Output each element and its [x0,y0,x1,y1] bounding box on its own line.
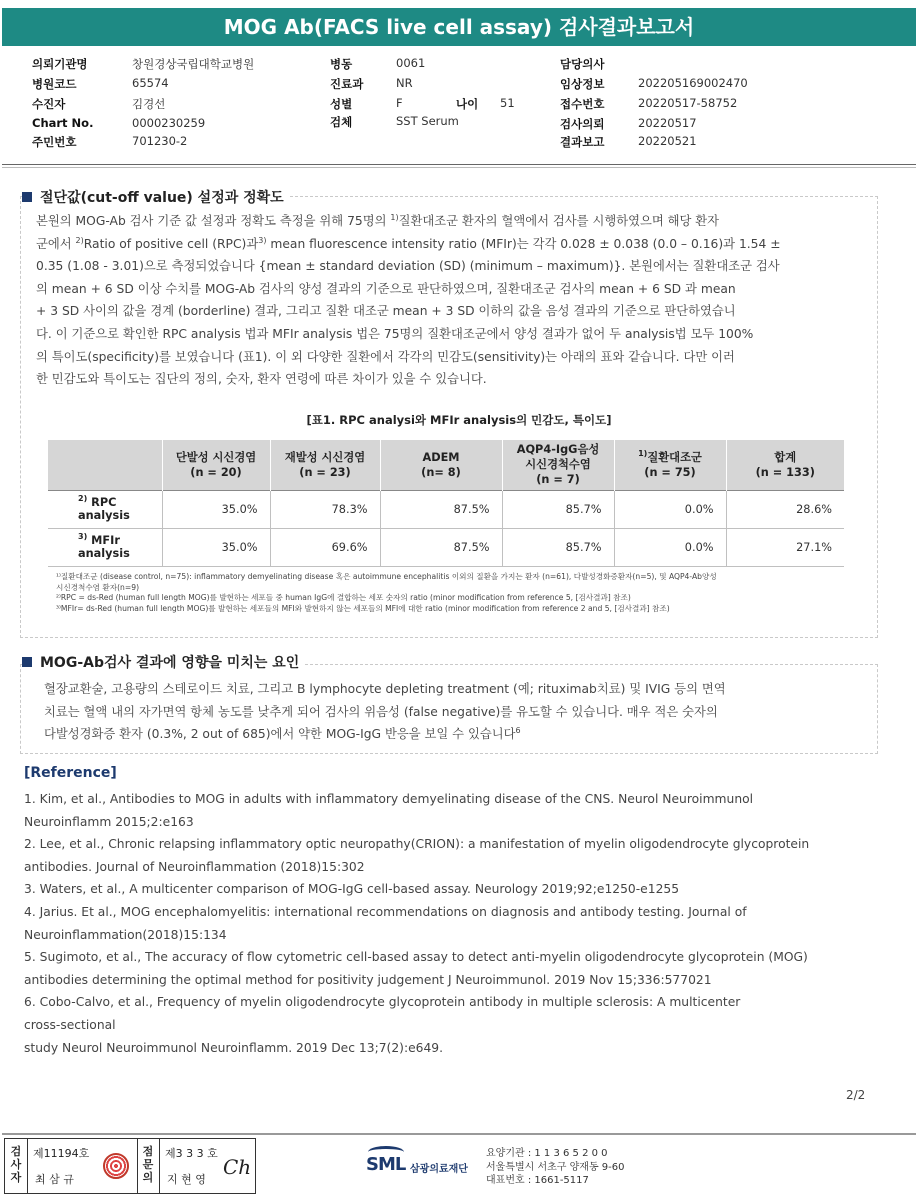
header-label: 합계 [774,450,797,464]
label-institution: 의뢰기관명 [32,57,88,71]
reference-item: 6. Cobo-Calvo, et al., Frequency of myelin oligodendrocyte glycoprotein antibody in multiple sclerosis: A multicenter [24,995,741,1010]
table-header [162,440,270,490]
reference-item: 3. Waters, et al., A multicenter comparison of MOG-IgG cell-based assay. Neurology 2019;92;e1250-e1255 [24,882,680,897]
footnote-ref: 3) [258,235,267,245]
value-department: NR [396,76,413,90]
table-cell: 85.7% [502,490,614,528]
text-line: 0.35 (1.08 - 3.01)으로 측정되었습니다 {mean ± standard deviation (SD) (minimum – maximum)}. 본원에서는 질환대조군 검사 [36,259,780,274]
table-cell: 85.7% [502,528,614,566]
value-receipt-no: 20220517-58752 [638,96,738,110]
signature-box [4,1138,256,1194]
page-number: 2/2 [846,1088,866,1102]
table-cell: 0.0% [614,490,726,528]
text-line: 군에서 [36,236,76,251]
section-cutoff-heading [22,187,290,207]
label-doctor: 담당의사 [560,57,605,71]
reference-item: Neuroinflammation(2018)15:134 [24,927,227,942]
cell-divider [159,1139,160,1193]
value-age: 51 [500,96,515,110]
text-line: 질환대조군 환자의 혈액에서 검사를 시행하였으며 해당 환자 [398,214,720,228]
report-title: MOG Ab(FACS live cell assay) 검사결과보고서 [2,8,916,46]
char: 사 [10,1158,22,1171]
specialist-label [139,1145,157,1184]
text-line: 다발성경화증 환자 (0.3%, 2 out of 685)에서 약한 MOG-IgG 반응을 보일 수 있습니다 [44,727,516,742]
char: 점 [142,1145,154,1158]
footnote-ref: 2) [75,235,84,245]
header-label: AQP4-IgG음성 [516,443,600,457]
label-patient: 수진자 [32,97,66,111]
label-receipt-no: 접수번호 [560,97,605,111]
inspector-license: 제11194호 [33,1147,90,1160]
row-label-text: RPC analysis [78,496,130,522]
section-bullet-icon [22,192,32,202]
specialist-license: 제3 3 3 호 [165,1147,218,1160]
table-footnotes [56,572,717,614]
header-n: (n = 7) [536,473,580,487]
red-seal-icon [103,1153,129,1179]
value-ward: 0061 [396,56,426,70]
header-label: 단발성 시신경염 [175,450,257,464]
value-institution: 창원경상국립대학교병원 [132,57,255,71]
footnote: ²⁾RPC = ds-Red (human full length MOG)를 발현하는 세포들 중 human IgG에 결합하는 세포 숫자의 ratio (minor modification from reference 5, [검사결과] 참조) [56,593,631,602]
logo-text: SML [366,1154,406,1175]
section-factors-paragraph [44,678,726,746]
header-n: (n = 133) [755,465,815,479]
table-cell: 87.5% [380,490,502,528]
text-line: 본원의 MOG-Ab 검사 기준 값 설정과 정확도 측정을 위해 75명의 [36,214,391,228]
reference-item: cross-sectional [24,1017,116,1032]
section-factors-title: MOG-Ab검사 결과에 영향을 미치는 요인 [40,655,300,671]
inspector-name: 최 삼 규 [35,1173,74,1186]
table-row [48,528,844,566]
section-factors-heading [22,652,305,672]
table-cell: 69.6% [270,528,380,566]
label-department: 진료과 [330,77,364,91]
header-divider [2,164,916,168]
text-line: 혈장교환술, 고용량의 스테로이드 치료, 그리고 B lymphocyte depleting treatment (예; rituximab치료) 및 IVIG 등의 면역 [44,682,726,696]
text-line: + 3 SD 사이의 값을 경계 (borderline) 결과, 그리고 질환 대조군 mean + 3 SD 이하의 값을 음성 결과의 기준으로 판단하였습니 [36,304,736,319]
label-hospital-code: 병원코드 [32,77,77,91]
section-bullet-icon [22,657,32,667]
table-cell: 35.0% [162,490,270,528]
contact-line: 대표번호 : 1661-5117 [486,1175,589,1186]
reference-title: [Reference] [24,765,117,781]
footer-divider [2,1133,916,1135]
label-request-date: 검사의뢰 [560,117,605,131]
reference-item: 1. Kim, et al., Antibodies to MOG in adults with inflammatory demyelinating disease of the CNS. Neurol Neuroimmunol [24,792,754,806]
cell-divider [137,1139,138,1193]
value-clinical-info: 202205169002470 [638,76,748,90]
label-resident-no: 주민번호 [32,135,77,149]
header-label: ADEM [422,450,460,464]
reference-list [24,788,809,1059]
footnote-ref: 2) [78,494,88,503]
contact-info [486,1147,625,1188]
table-cell: 28.6% [726,490,844,528]
table-cell: 35.0% [162,528,270,566]
handwritten-signature: Ch [223,1155,252,1179]
table-header [502,440,614,490]
footnote-ref: 3) [78,532,88,541]
sml-logo [366,1148,486,1182]
label-age: 나이 [456,97,479,111]
reference-item: 2. Lee, et al., Chronic relapsing inflammatory optic neuropathy(CRION): a manifestation of myelin oligodendrocyte glycoprotein [24,837,810,852]
header-n: (n = 23) [299,465,351,479]
label-sex: 성별 [330,97,353,111]
text-line: Ratio of positive cell (RPC)과 [83,236,259,251]
text-line: 치료는 혈액 내의 자가면역 항체 농도를 낮추게 되어 검사의 위음성 (false negative)를 유도할 수 있습니다. 매우 적은 숫자의 [44,704,718,719]
table-cell: 27.1% [726,528,844,566]
header-label: 시신경척수염 [525,458,591,472]
table-header [726,440,844,490]
table-caption: [표1. RPC analysi와 MFIr analysis의 민감도, 특이도] [306,413,612,427]
label-clinical-info: 임상정보 [560,77,605,91]
table-header [614,440,726,490]
label-specimen: 검체 [330,115,353,129]
value-hospital-code: 65574 [132,76,169,90]
label-chart-no: Chart No. [32,116,94,130]
contact-line: 요양기관 : 1 1 3 6 5 2 0 0 [486,1148,608,1159]
section-cutoff-title: 절단값(cut-off value) 설정과 정확도 [40,190,284,206]
reference-item: 4. Jarius. Et al., MOG encephalomyelitis: international recommendations on diagnosis and antibody testing. Journal of [24,904,747,919]
organization-name: 삼광의료재단 [410,1164,468,1175]
table-header-blank [48,440,162,490]
footnote: ³⁾MFIr= ds-Red (human full length MOG)를 발현하는 세포들의 MFI와 발현하지 않는 세포들의 MFI에 대한 ratio (minor modification from reference 2 and 5, [검사결과] 참조) [56,603,670,613]
reference-item: antibodies determining the optimal method for positivity judgement J Neuroimmunol. 2019 Nov 15;336:577021 [24,972,712,987]
patient-info [0,50,918,162]
section-cutoff-paragraph [36,210,781,391]
text-line: 의 mean + 6 SD 이상 수치를 MOG-Ab 검사의 양성 결과의 기준으로 판단하였으며, 질환대조군 검사의 mean + 6 SD 과 mean [36,281,736,296]
value-request-date: 20220517 [638,116,697,130]
table-cell: 0.0% [614,528,726,566]
label-report-date: 결과보고 [560,135,605,149]
reference-item: study Neurol Neuroimmunol Neuroinflamm. 2019 Dec 13;7(2):e649. [24,1040,444,1055]
char: 문 [142,1158,154,1171]
char: 자 [10,1171,22,1184]
value-sex: F [396,96,403,110]
row-label [48,528,162,566]
footnote-ref: 1) [638,448,648,458]
value-resident-no: 701230-2 [132,134,188,148]
value-report-date: 20220521 [638,134,697,148]
table-header [380,440,502,490]
table-cell: 78.3% [270,490,380,528]
table-cell: 87.5% [380,528,502,566]
row-label-text: MFIr analysis [78,534,130,560]
footnote-ref: 1) [390,213,399,222]
text-line: 한 민감도와 특이도는 집단의 정의, 숫자, 환자 연령에 따른 차이가 있을 수 있습니다. [36,372,487,387]
header-label: 질환대조군 [647,450,702,464]
cell-divider [27,1139,28,1193]
text-line: mean fluorescence intensity ratio (MFIr)는 각각 0.028 ± 0.038 (0.0 – 0.16)과 1.54 ± [266,236,781,251]
specialist-name: 지 현 영 [167,1173,206,1186]
table-header [270,440,380,490]
row-label [48,490,162,528]
footnote: ¹⁾질환대조군 (disease control, n=75): inflammatory demyelinating disease 혹은 autoimmune encephalitis 이외의 질환을 가지는 환자 (n=61), 다발성경화증환자(n=5), 및 AQP4-Ab양성 [56,572,717,581]
header-n: (n = 20) [190,465,242,479]
footnote-ref: 6 [515,726,521,736]
reference-item: Neuroinflamm 2015;2:e163 [24,814,194,829]
reference-item: antibodies. Journal of Neuroinflammation (2018)15:302 [24,859,365,874]
text-line: 다. 이 기준으로 확인한 RPC analysis 법과 MFIr analysis 법은 75명의 질환대조군에서 양성 결과가 없어 두 analysis법 모두 100% [36,326,754,341]
header-n: (n= 8) [421,465,461,479]
table-header-row [48,440,844,490]
char: 검 [10,1145,22,1158]
text-line: 의 특이도(specificity)를 보였습니다 (표1). 이 외 다양한 질환에서 각각의 민감도(sensitivity)는 아래의 표와 같습니다. 다만 이러 [36,349,735,364]
value-chart-no: 0000230259 [132,116,206,130]
inspector-label [7,1145,25,1184]
footnote: 시신경척수염 환자(n=9) [56,582,140,592]
label-ward: 병동 [330,57,353,71]
header-label: 재발성 시신경염 [284,450,366,464]
value-patient: 김경선 [132,97,166,111]
char: 의 [142,1171,154,1184]
contact-line: 서울특별시 서초구 양재동 9-60 [486,1161,625,1173]
table-row [48,490,844,528]
reference-item: 5. Sugimoto, et al., The accuracy of flow cytometric cell-based assay to detect anti-myelin oligodendrocyte glycoprotein (MOG) [24,950,808,965]
value-specimen: SST Serum [396,114,459,128]
header-n: (n = 75) [644,465,696,479]
sensitivity-table [48,440,844,567]
